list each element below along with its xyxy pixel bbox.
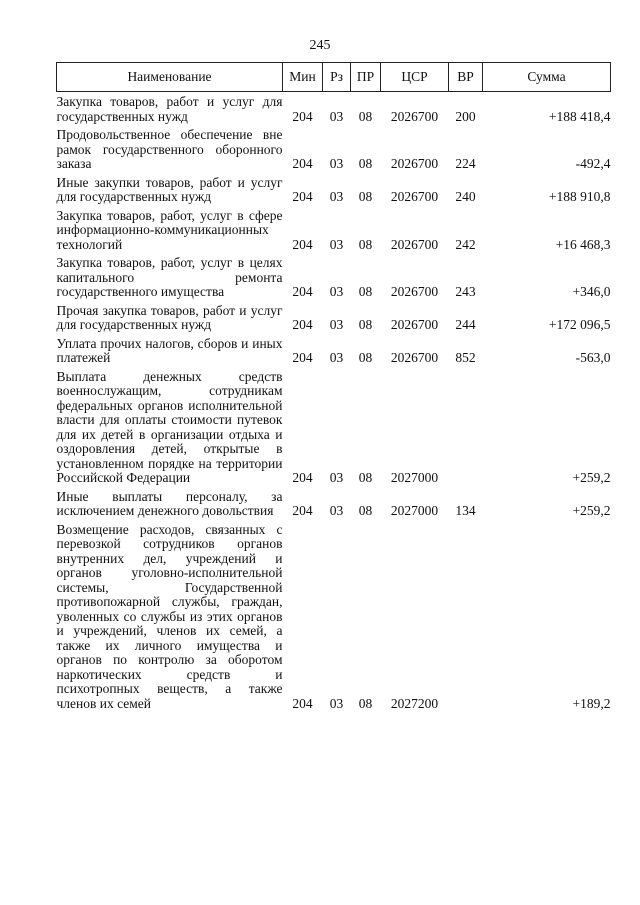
row-csr: 2026700 — [390, 350, 439, 365]
row-rz: 03 — [329, 350, 344, 365]
row-rz: 03 — [329, 284, 344, 299]
table-row — [57, 300, 611, 333]
row-name: Иные выплаты персоналу, за исключением денежного довольствия — [56, 488, 283, 518]
table-row — [57, 205, 611, 253]
row-vr: 200 — [455, 108, 476, 124]
table-row — [57, 486, 611, 519]
row-sum: +346,0 — [572, 284, 611, 299]
row-csr: 2026700 — [390, 284, 439, 299]
table-row — [57, 519, 611, 712]
row-min: 204 — [292, 189, 313, 204]
row-vr — [449, 366, 483, 486]
row-rz: 03 — [329, 317, 344, 332]
row-min: 204 — [292, 156, 313, 171]
row-sum: +189,2 — [572, 695, 611, 711]
row-pr: 08 — [358, 236, 373, 252]
row-sum: +188 910,8 — [548, 189, 611, 204]
row-csr: 2026700 — [390, 317, 439, 332]
header-sum: Сумма — [483, 63, 611, 92]
row-rz: 03 — [329, 236, 344, 252]
row-csr: 2026700 — [390, 108, 439, 124]
row-vr: 852 — [455, 350, 476, 365]
table-body — [57, 92, 611, 712]
row-csr: 2027200 — [390, 695, 439, 711]
header-csr: ЦСР — [381, 63, 449, 92]
row-csr: 2027000 — [390, 470, 439, 485]
row-min: 204 — [292, 503, 313, 518]
table-row — [57, 124, 611, 172]
row-sum: -563,0 — [575, 350, 611, 365]
page-number: 245 — [309, 38, 331, 53]
table-row — [57, 252, 611, 300]
row-pr: 08 — [358, 503, 373, 518]
row-vr: 240 — [455, 189, 476, 204]
row-csr: 2027000 — [390, 503, 439, 518]
row-vr: 244 — [455, 317, 476, 332]
row-rz: 03 — [329, 189, 344, 204]
row-sum: +16 468,3 — [555, 236, 611, 252]
row-rz: 03 — [329, 695, 344, 711]
row-name: Закупка товаров, работ и услуг для государственных нужд — [56, 94, 283, 124]
row-sum: -492,4 — [575, 156, 611, 171]
header-name: Наименование — [57, 63, 283, 92]
row-min: 204 — [292, 317, 313, 332]
budget-table — [56, 62, 611, 711]
table-row — [57, 92, 611, 125]
row-rz: 03 — [329, 156, 344, 171]
header-min: Мин — [283, 63, 323, 92]
row-csr: 2026700 — [390, 236, 439, 252]
row-sum: +259,2 — [572, 503, 611, 518]
row-pr: 08 — [358, 189, 373, 204]
row-pr: 08 — [358, 284, 373, 299]
row-vr: 243 — [455, 284, 476, 299]
row-name: Уплата прочих налогов, сборов и иных платежей — [56, 335, 283, 365]
row-name: Прочая закупка товаров, работ и услуг для государственных нужд — [56, 302, 283, 332]
row-sum: +259,2 — [572, 470, 611, 485]
header-rz: Рз — [323, 63, 351, 92]
row-vr — [449, 519, 483, 712]
row-min: 204 — [292, 284, 313, 299]
row-name: Возмещение расходов, связанных с перевозкой сотрудников органов внутренних дел, учреждений и органов уголовно-исполнительной системы, Государственной противопожарной службы, граждан, уволенных со службы из этих органов и учреждений, членов их семей, а также их личного имущества и органов по контролю за оборотом наркотических средств и психотропных веществ, а также членов их семей — [56, 521, 283, 711]
row-vr: 134 — [455, 503, 476, 518]
row-vr: 224 — [455, 156, 476, 171]
row-rz: 03 — [329, 470, 344, 485]
row-min: 204 — [292, 470, 313, 485]
row-pr: 08 — [358, 470, 373, 485]
row-name: Закупка товаров, работ, услуг в сфере информационно-коммуникационных технологий — [56, 207, 283, 252]
row-csr: 2026700 — [390, 189, 439, 204]
row-name: Продовольственное обеспечение вне рамок государственного оборонного заказа — [56, 127, 283, 171]
row-min: 204 — [292, 695, 313, 711]
row-min: 204 — [292, 108, 313, 124]
row-rz: 03 — [329, 503, 344, 518]
table-row — [57, 333, 611, 366]
row-pr: 08 — [358, 108, 373, 124]
table-header — [57, 63, 611, 92]
row-min: 204 — [292, 350, 313, 365]
row-pr: 08 — [358, 156, 373, 171]
row-sum: +188 418,4 — [548, 108, 611, 124]
row-rz: 03 — [329, 108, 344, 124]
table-row — [57, 172, 611, 205]
table-row — [57, 366, 611, 486]
row-csr: 2026700 — [390, 156, 439, 171]
header-vr: ВР — [449, 63, 483, 92]
row-name: Закупка товаров, работ, услуг в целях капитального ремонта государственного имущества — [56, 255, 283, 299]
row-name: Иные закупки товаров, работ и услуг для государственных нужд — [56, 174, 283, 204]
row-min: 204 — [292, 236, 313, 252]
row-pr: 08 — [358, 317, 373, 332]
header-pr: ПР — [351, 63, 381, 92]
row-pr: 08 — [358, 350, 373, 365]
row-sum: +172 096,5 — [548, 317, 611, 332]
row-name: Выплата денежных средств военнослужащим, сотрудникам федеральных органов исполнительной власти для оплаты стоимости путевок для их детей в организации отдыха и оздоровления детей, открытые в установленном порядке на территории Российской Федерации — [56, 368, 283, 485]
row-vr: 242 — [455, 236, 476, 252]
row-pr: 08 — [358, 695, 373, 711]
